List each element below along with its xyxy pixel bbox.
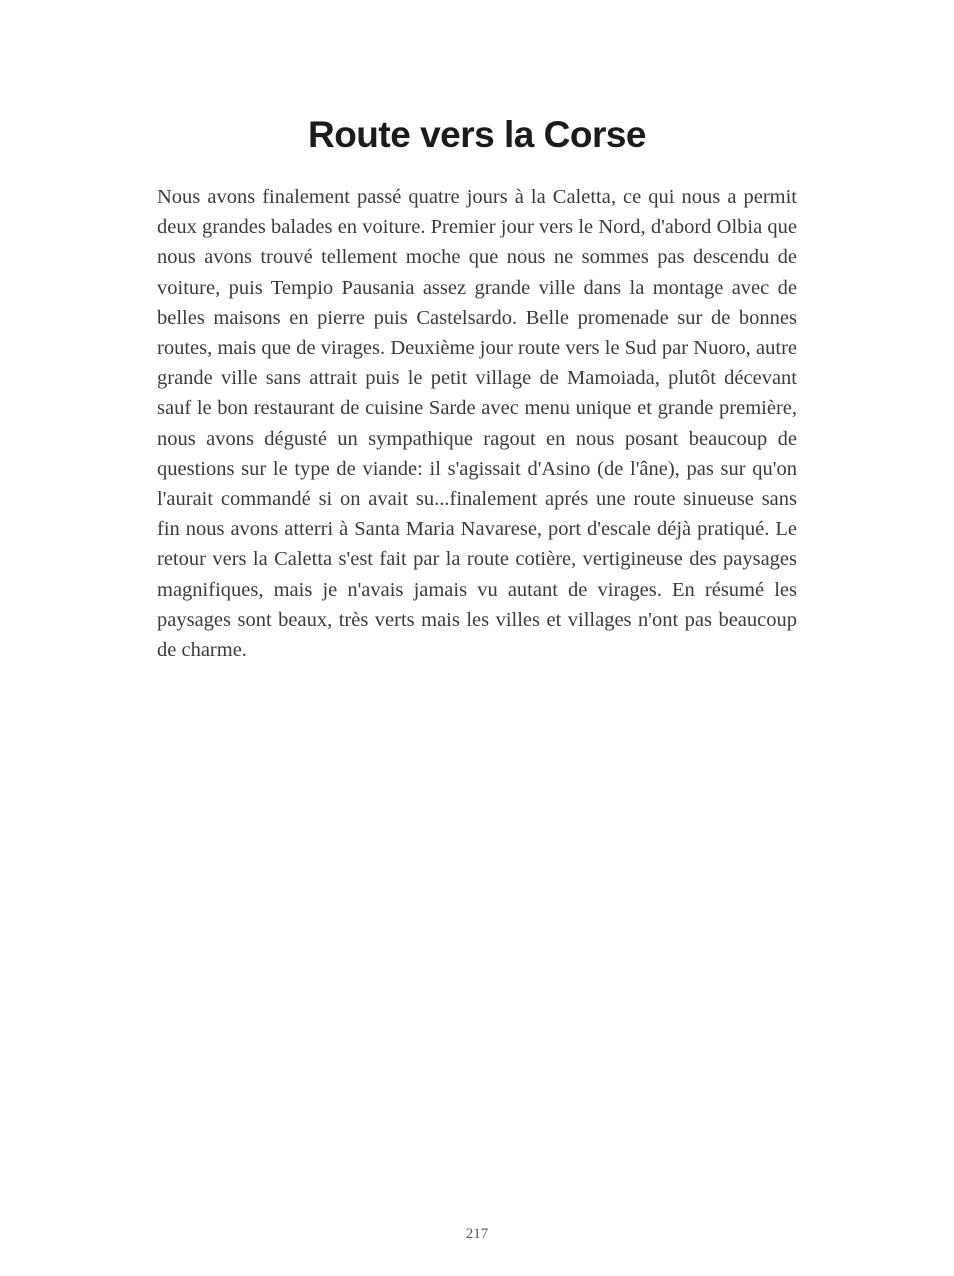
body-paragraph: Nous avons finalement passé quatre jours à la Caletta, ce qui nous a permit deux grandes balades en voiture. Premier jour vers le Nord, d'abord Olbia que nous avons trouvé tellement moche que nous ne sommes pas descendu de voiture, puis Tempio Pausania assez grande ville dans la montage avec de belles maisons en pierre puis Castelsardo. Belle promenade sur de bonnes routes, mais que de virages. Deuxième jour route vers le Sud par Nuoro, autre grande ville sans attrait puis le petit village de Mamoiada, plutôt décevant sauf le bon restaurant de cuisine Sarde avec menu unique et grande première, nous avons dégusté un sympathique ragout en nous posant beaucoup de questions sur le type de viande: il s'agissait d'Asino (de l'âne), pas sur qu'on l'aurait commandé si on avait su...finalement aprés une route sinueuse sans fin nous avons atterri à Santa Maria Navarese, port d'escale déjà pratiqué. Le retour vers la Caletta s'est fait par la route cotière, vertigineuse des paysages magnifiques, mais je n'avais jamais vu autant de virages. En résumé les paysages sont beaux, très verts mais les villes et villages n'ont pas beaucoup de charme. xyxy=(157,186,797,662)
text-column xyxy=(157,0,797,665)
page-number: 217 xyxy=(465,1226,489,1242)
page-title: Route vers la Corse xyxy=(307,114,647,155)
